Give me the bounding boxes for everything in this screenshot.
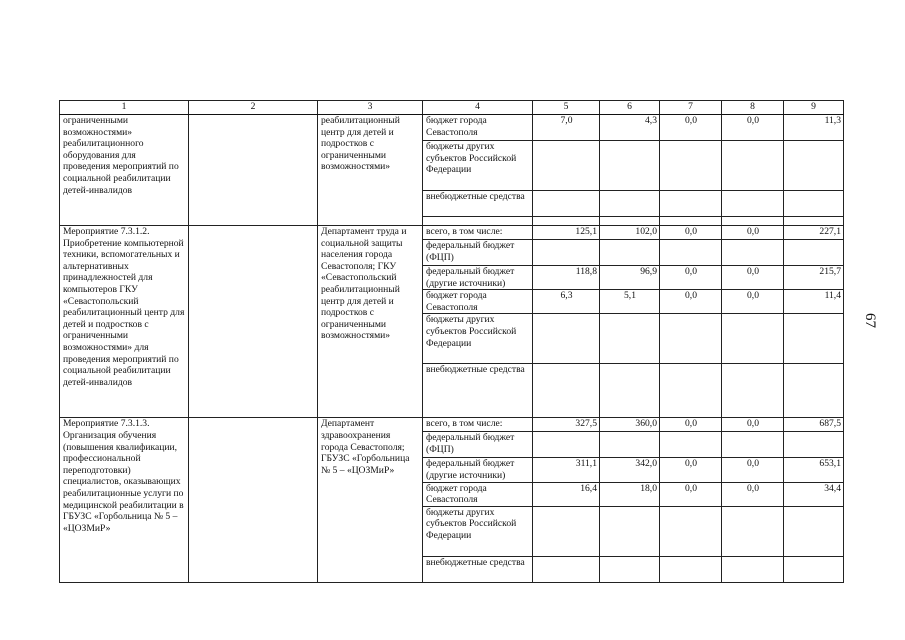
value-cell: 0,0 [722, 458, 784, 482]
source-cell: бюджет города Севастополя [423, 115, 533, 141]
value-cell [722, 364, 784, 418]
value-cell [533, 364, 600, 418]
value-cell [600, 432, 660, 458]
value-cell: 18,0 [600, 482, 660, 506]
col2-cell [189, 226, 318, 418]
source-cell: бюджеты других субъектов Российской Федерации [423, 314, 533, 364]
value-cell: 653,1 [784, 458, 844, 482]
source-cell: бюджеты других субъектов Российской Федерации [423, 506, 533, 556]
value-cell: 0,0 [722, 115, 784, 141]
value-cell [533, 240, 600, 266]
value-cell [722, 141, 784, 191]
value-cell: 102,0 [600, 226, 660, 240]
value-cell [722, 506, 784, 556]
value-cell [784, 314, 844, 364]
value-cell: 0,0 [722, 418, 784, 432]
value-cell [600, 364, 660, 418]
col2-cell [189, 418, 318, 582]
source-cell: бюджет города Севастополя [423, 290, 533, 314]
table-row [60, 226, 844, 240]
value-cell: 0,0 [660, 226, 722, 240]
value-cell [722, 191, 784, 217]
value-cell [784, 364, 844, 418]
source-cell: федеральный бюджет (ФЦП) [423, 432, 533, 458]
value-cell: 215,7 [784, 266, 844, 290]
value-cell [660, 191, 722, 217]
value-cell: 687,5 [784, 418, 844, 432]
value-cell: 11,3 [784, 115, 844, 141]
value-cell: 7,0 [533, 115, 600, 141]
activity-cell: ограниченными возможностями» реабилитационного оборудования для проведения мероприятий по социальной реабилитации детей-инвалидов [60, 115, 189, 226]
value-cell [660, 141, 722, 191]
value-cell: 11,4 [784, 290, 844, 314]
value-cell [600, 240, 660, 266]
value-cell [722, 556, 784, 582]
col2-cell [189, 115, 318, 226]
header-cell: 6 [600, 101, 660, 115]
activity-cell: Мероприятие 7.3.1.2. Приобретение компьютерной техники, вспомогательных и альтернативных принадлежностей для компьютеров ГКУ «Севастопольский реабилитационный центр для детей и подростков с ограниченными возможностями» для проведения мероприятий по социальной реабилитации детей-инвалидов [60, 226, 189, 418]
value-cell: 5,1 [600, 290, 660, 314]
activity-block [60, 418, 844, 582]
executor-cell: Департамент труда и социальной защиты населения города Севастополя; ГКУ «Севастопольский реабилитационный центр для детей и подростков с ограниченными возможностями» [318, 226, 423, 418]
header-row [60, 101, 844, 115]
spacer-cell [660, 217, 722, 226]
executor-cell: реабилитационный центр для детей и подростков с ограниченными возможностями» [318, 115, 423, 226]
value-cell: 34,4 [784, 482, 844, 506]
value-cell [784, 240, 844, 266]
value-cell: 0,0 [660, 115, 722, 141]
value-cell: 0,0 [660, 482, 722, 506]
value-cell [784, 432, 844, 458]
value-cell [660, 432, 722, 458]
source-cell: бюджет города Севастополя [423, 482, 533, 506]
value-cell: 118,8 [533, 266, 600, 290]
value-cell: 0,0 [722, 482, 784, 506]
source-cell: всего, в том числе: [423, 418, 533, 432]
activity-cell: Мероприятие 7.3.1.3. Организация обучения (повышения квалификации, профессиональной переподготовки) специалистов, оказывающих реабилитационные услуги по медицинской реабилитации в ГБУЗС «Горбольница № 5 – «ЦОЗМиР» [60, 418, 189, 582]
value-cell [784, 141, 844, 191]
value-cell: 360,0 [600, 418, 660, 432]
value-cell [533, 191, 600, 217]
value-cell [660, 556, 722, 582]
value-cell: 125,1 [533, 226, 600, 240]
value-cell [784, 506, 844, 556]
value-cell: 0,0 [722, 266, 784, 290]
activity-block [60, 226, 844, 418]
source-cell: внебюджетные средства [423, 556, 533, 582]
value-cell [660, 240, 722, 266]
value-cell [722, 432, 784, 458]
spacer-cell [533, 217, 600, 226]
spacer-cell [784, 217, 844, 226]
value-cell: 0,0 [722, 226, 784, 240]
header-cell: 1 [60, 101, 189, 115]
header-cell: 3 [318, 101, 423, 115]
value-cell: 0,0 [660, 266, 722, 290]
value-cell [660, 314, 722, 364]
value-cell: 6,3 [533, 290, 600, 314]
header-cell: 8 [722, 101, 784, 115]
value-cell: 327,5 [533, 418, 600, 432]
value-cell [600, 556, 660, 582]
value-cell: 96,9 [600, 266, 660, 290]
value-cell: 0,0 [660, 458, 722, 482]
source-cell: федеральный бюджет (другие источники) [423, 458, 533, 482]
value-cell [722, 240, 784, 266]
table-row [60, 418, 844, 432]
value-cell [600, 506, 660, 556]
value-cell [533, 506, 600, 556]
value-cell [660, 364, 722, 418]
value-cell: 311,1 [533, 458, 600, 482]
value-cell [784, 556, 844, 582]
spacer-cell [423, 217, 533, 226]
value-cell [533, 556, 600, 582]
executor-cell: Департамент здравоохранения города Севастополя; ГБУЗС «Горбольница № 5 – «ЦОЗМиР» [318, 418, 423, 582]
value-cell [533, 314, 600, 364]
value-cell [533, 141, 600, 191]
page-number: 67 [862, 313, 878, 328]
table-row [60, 115, 844, 141]
value-cell [722, 314, 784, 364]
value-cell [600, 314, 660, 364]
value-cell [533, 432, 600, 458]
source-cell: внебюджетные средства [423, 191, 533, 217]
source-cell: федеральный бюджет (ФЦП) [423, 240, 533, 266]
value-cell: 0,0 [660, 418, 722, 432]
activity-block [60, 115, 844, 226]
header-cell: 4 [423, 101, 533, 115]
value-cell [660, 506, 722, 556]
source-cell: всего, в том числе: [423, 226, 533, 240]
value-cell: 342,0 [600, 458, 660, 482]
spacer-cell [600, 217, 660, 226]
header-cell: 9 [784, 101, 844, 115]
source-cell: федеральный бюджет (другие источники) [423, 266, 533, 290]
header-cell: 2 [189, 101, 318, 115]
header-cell: 7 [660, 101, 722, 115]
budget-table [59, 100, 844, 583]
spacer-cell [722, 217, 784, 226]
value-cell: 0,0 [660, 290, 722, 314]
value-cell: 16,4 [533, 482, 600, 506]
value-cell: 0,0 [722, 290, 784, 314]
value-cell: 227,1 [784, 226, 844, 240]
header-cell: 5 [533, 101, 600, 115]
value-cell [784, 191, 844, 217]
value-cell [600, 191, 660, 217]
value-cell: 4,3 [600, 115, 660, 141]
source-cell: бюджеты других субъектов Российской Федерации [423, 141, 533, 191]
value-cell [600, 141, 660, 191]
source-cell: внебюджетные средства [423, 364, 533, 418]
